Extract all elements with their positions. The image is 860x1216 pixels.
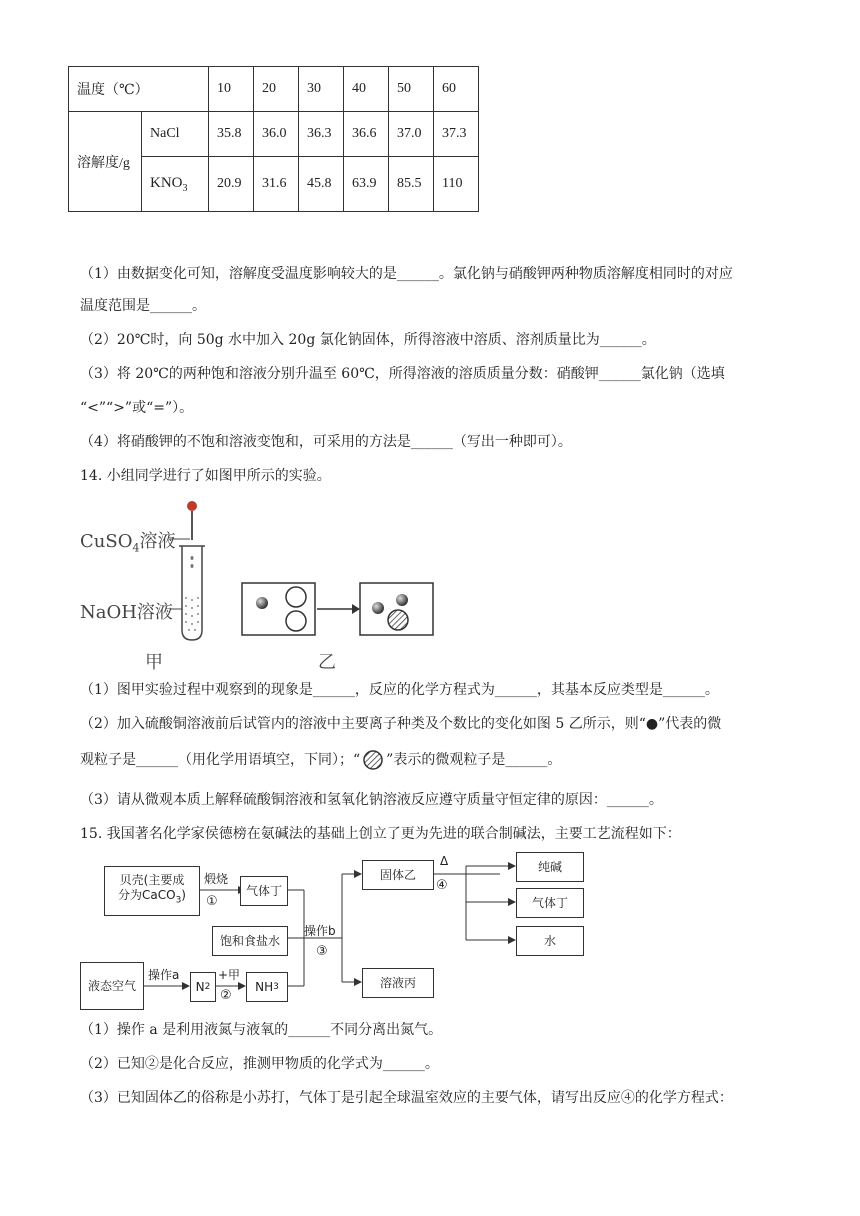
temp-cell: 60 (434, 67, 479, 112)
naoh-label: NaOH溶液 (80, 602, 173, 623)
q13-part1-line2: 温度范围是______。 (80, 298, 206, 314)
solubility-row-label: 溶解度/g (69, 112, 142, 212)
value-cell: 37.0 (389, 112, 434, 157)
dot-particle (256, 597, 268, 609)
hollow-particle (286, 611, 306, 631)
plus-jia-label: +甲 (218, 968, 241, 982)
operation-a-label: 操作a (148, 968, 180, 982)
value-cell: 36.6 (344, 112, 389, 157)
q15-title: 15. 我国著名化学家侯德榜在氨碱法的基础上创立了更为先进的联合制碱法，主要工艺流程如下： (80, 826, 681, 842)
q14-part2-line1: （2）加入硫酸铜溶液前后试管内的溶液中主要离子种类及个数比的变化如图 5 乙所示，则“●”代表的微 (80, 716, 722, 732)
figure-a-label: 甲 (145, 652, 163, 673)
value-cell: 31.6 (254, 157, 299, 212)
substance-cell: $KNO_3$ (142, 157, 209, 212)
value-cell: 36.0 (254, 112, 299, 157)
gas-ding-box: 气体丁 (240, 876, 288, 906)
value-cell: 36.3 (299, 112, 344, 157)
calcine-label: 煅烧 (204, 872, 229, 886)
step-2-marker: ② (220, 988, 232, 1003)
value-cell: 35.8 (209, 112, 254, 157)
temp-cell: 40 (344, 67, 389, 112)
water-box: 水 (516, 926, 584, 956)
q14-part3: （3）请从微观本质上解释硫酸铜溶液和氢氧化钠溶液反应遵守质量守恒定律的原因：______。 (80, 792, 663, 808)
n2-box: N 2 (190, 972, 216, 1002)
substance-cell: NaCl (142, 112, 209, 157)
step-3-marker: ③ (316, 944, 328, 959)
gas-ding-output-box: 气体丁 (516, 888, 584, 918)
solubility-table (68, 66, 479, 212)
temperature-header: 温度（℃） (69, 67, 209, 112)
shell-box: 贝壳(主要成 分为CaCO$_3$) (104, 866, 200, 916)
test-tube-figure (170, 498, 240, 648)
cuso4-label: CuSO$_4$溶液 (80, 531, 176, 555)
value-cell: 110 (434, 157, 479, 212)
figure-b-label: 乙 (318, 652, 336, 673)
q13-part1-line1: （1）由数据变化可知，溶解度受温度影响较大的是______。氯化钠与硝酸钾两种物质溶解度相同时的对应 (80, 266, 733, 282)
table-row (69, 67, 479, 112)
liquid-air-box: 液态空气 (80, 962, 144, 1010)
temp-cell: 20 (254, 67, 299, 112)
solid-yi-box: 固体乙 (362, 860, 434, 890)
q14-part2-line2: 观粒子是______（用化学用语填空，下同）；“ ”表示的微观粒子是______。 (80, 752, 562, 768)
arrow-head (352, 604, 360, 614)
q13-part4: （4）将硝酸钾的不饱和溶液变饱和，可采用的方法是______（写出一种即可）。 (80, 434, 572, 450)
q13-part3-line2: “<”“>”或“=”）。 (80, 400, 194, 416)
temp-cell: 30 (299, 67, 344, 112)
dot-particle (372, 602, 384, 614)
soda-box: 纯碱 (516, 852, 584, 882)
hatched-particle (388, 610, 408, 630)
table-row (69, 112, 479, 157)
value-cell: 20.9 (209, 157, 254, 212)
value-cell: 85.5 (389, 157, 434, 212)
temp-cell: 10 (209, 67, 254, 112)
q13-part3-line1: （3）将 20℃的两种饱和溶液分别升温至 60℃，所得溶液的溶质质量分数：硝酸钾______氯化钠（选填 (80, 366, 725, 382)
q13-part2: （2）20℃时，向 50g 水中加入 20g 氯化钠固体，所得溶液中溶质、溶剂质量比为______。 (80, 332, 656, 348)
hollow-particle (286, 587, 306, 607)
step-1-marker: ① (206, 894, 218, 909)
nh3-box: NH 3 (246, 972, 288, 1002)
q15-part3: （3）已知固体乙的俗称是小苏打，气体丁是引起全球温室效应的主要气体，请写出反应④的化学方程式： (80, 1090, 733, 1106)
brine-box: 饱和食盐水 (212, 926, 288, 956)
value-cell: 37.3 (434, 112, 479, 157)
step-4-marker: ④ (436, 878, 448, 893)
q15-part2: （2）已知②是化合反应，推测甲物质的化学式为______。 (80, 1056, 439, 1072)
heat-label: Δ (440, 854, 449, 868)
temp-cell: 50 (389, 67, 434, 112)
value-cell: 45.8 (299, 157, 344, 212)
hatched-particle-icon (360, 750, 386, 770)
q15-part1: （1）操作 a 是利用液氮与液氧的______不同分离出氮气。 (80, 1022, 443, 1038)
operation-b-label: 操作b (304, 924, 336, 938)
test-tube (182, 546, 202, 640)
q14-title: 14. 小组同学进行了如图甲所示的实验。 (80, 468, 331, 484)
q14-part1: （1）图甲实验过程中观察到的现象是______，反应的化学方程式为______，其基本反应类型是______。 (80, 682, 719, 698)
particle-figure (240, 580, 440, 640)
dropper-bulb (187, 501, 197, 511)
dot-particle (396, 594, 408, 606)
solution-bing-box: 溶液丙 (362, 968, 434, 998)
value-cell: 63.9 (344, 157, 389, 212)
